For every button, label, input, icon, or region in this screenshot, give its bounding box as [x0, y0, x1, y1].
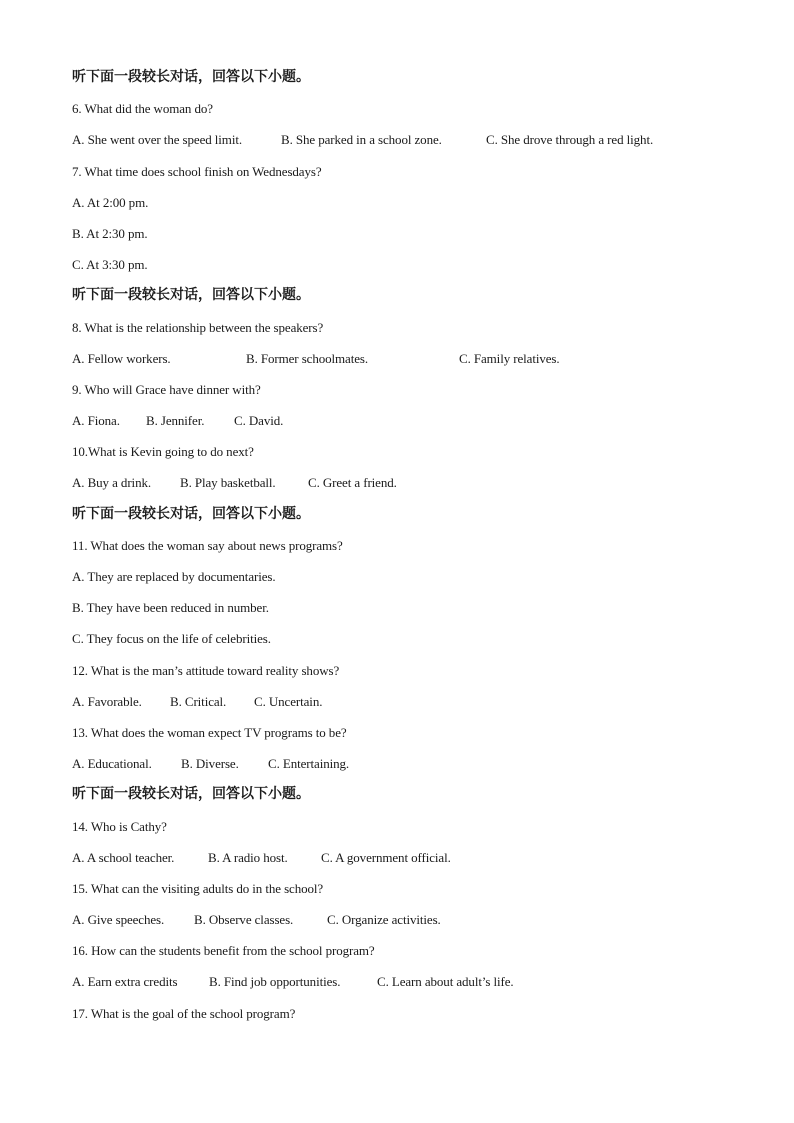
section-heading: 听下面一段较长对话，回答以下小题。: [72, 287, 310, 304]
option-c: C. Uncertain.: [254, 693, 323, 709]
options-row: [72, 842, 752, 873]
option-b: B. She parked in a school zone.: [281, 132, 442, 148]
option-b: B. Critical.: [170, 693, 227, 709]
question-stem: 13. What does the woman expect TV programs to be?: [72, 724, 347, 740]
option-b: B. Former schoolmates.: [246, 350, 369, 366]
options-row: [72, 467, 752, 498]
question-stem: 6. What did the woman do?: [72, 101, 213, 117]
option-c: C. A government official.: [321, 849, 451, 865]
option-a: A. Fiona.: [72, 413, 120, 429]
question-stem: 16. How can the students benefit from the school program?: [72, 943, 375, 959]
option-c: C. Learn about adult’s life.: [377, 974, 514, 990]
option-c: C. Family relatives.: [459, 350, 560, 366]
section-heading: 听下面一段较长对话，回答以下小题。: [72, 69, 310, 85]
question-stem: 14. Who is Cathy?: [72, 818, 167, 834]
question-stem: 12. What is the man’s attitude toward reality shows?: [72, 662, 340, 678]
option-c: C. David.: [234, 413, 284, 429]
option-c: C. At 3:30 pm.: [72, 257, 148, 273]
options-row: [72, 966, 752, 997]
option-a: A. At 2:00 pm.: [72, 194, 149, 210]
option-b: B. A radio host.: [208, 849, 288, 865]
option-b: B. They have been reduced in number.: [72, 600, 269, 616]
option-a: A. Earn extra credits: [72, 974, 178, 990]
option-c: C. Organize activities.: [327, 912, 441, 928]
option-c: C. Entertaining.: [268, 756, 350, 772]
option-a: A. She went over the speed limit.: [72, 132, 242, 148]
options-row: [72, 124, 752, 155]
question-stem: 8. What is the relationship between the speakers?: [72, 319, 324, 335]
option-b: B. Observe classes.: [194, 912, 294, 928]
question-stem: 11. What does the woman say about news programs?: [72, 537, 343, 553]
options-row: [72, 748, 752, 779]
option-c: C. Greet a friend.: [308, 475, 397, 491]
option-c: C. She drove through a red light.: [486, 132, 654, 148]
option-b: B. At 2:30 pm.: [72, 225, 148, 241]
question-stem: 15. What can the visiting adults do in the school?: [72, 880, 324, 896]
option-a: A. A school teacher.: [72, 849, 175, 865]
option-b: B. Jennifer.: [146, 413, 205, 429]
options-row: [72, 405, 752, 436]
option-a: A. Favorable.: [72, 693, 142, 709]
options-row: [72, 904, 752, 935]
option-b: B. Play basketball.: [180, 475, 276, 491]
question-stem: 10.What is Kevin going to do next?: [72, 444, 254, 460]
option-c: C. They focus on the life of celebrities.: [72, 631, 271, 647]
section-heading: 听下面一段较长对话，回答以下小题。: [72, 786, 310, 803]
question-stem: 17. What is the goal of the school program?: [72, 1005, 296, 1021]
option-a: A. Fellow workers.: [72, 350, 171, 366]
option-a: A. Educational.: [72, 756, 152, 772]
question-stem: 9. Who will Grace have dinner with?: [72, 381, 261, 397]
option-a: A. Give speeches.: [72, 912, 165, 928]
option-b: B. Find job opportunities.: [209, 974, 341, 990]
options-row: [72, 343, 752, 374]
exam-page: [72, 62, 752, 1029]
section-heading: 听下面一段较长对话，回答以下小题。: [72, 505, 310, 522]
option-a: A. Buy a drink.: [72, 475, 152, 491]
option-b: B. Diverse.: [181, 756, 239, 772]
options-row: [72, 686, 752, 717]
question-stem: 7. What time does school finish on Wednesdays?: [72, 163, 322, 179]
option-a: A. They are replaced by documentaries.: [72, 569, 276, 584]
